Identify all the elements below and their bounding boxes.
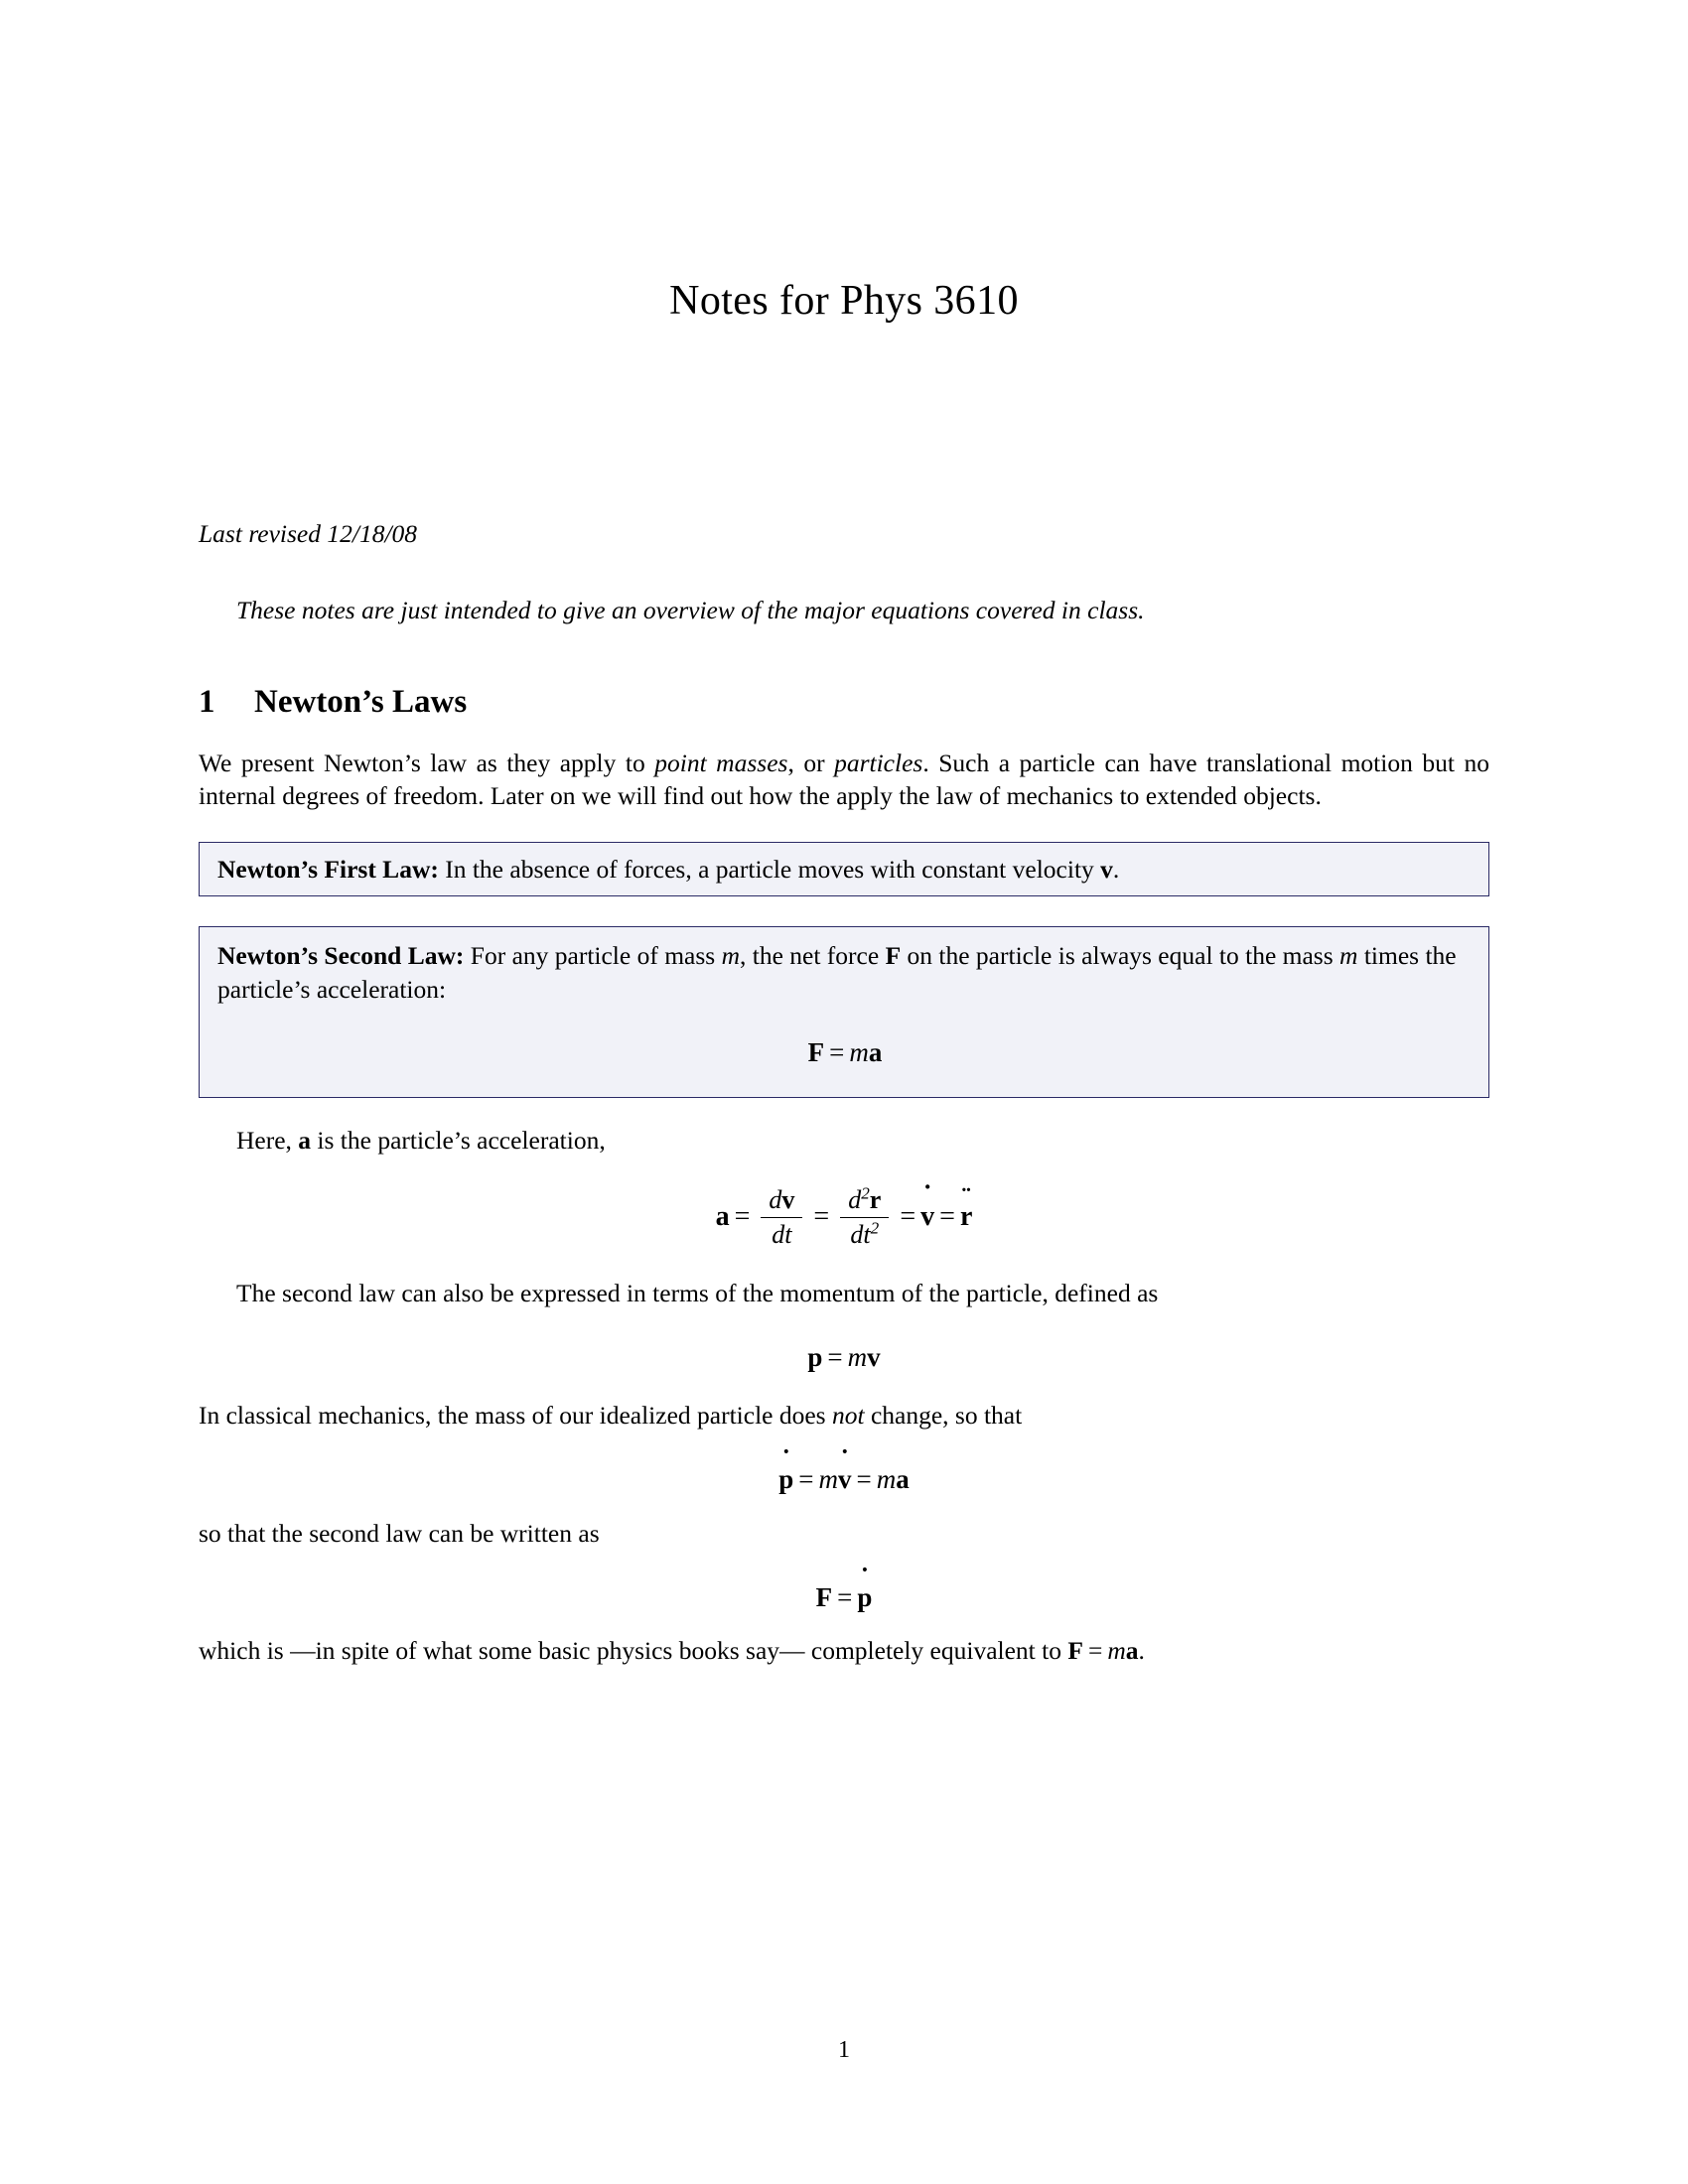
eq-accel-d-1: d — [769, 1185, 782, 1215]
eq-accel-r-1: r — [869, 1185, 882, 1215]
eq-force-p-dot: p ˙ — [857, 1583, 872, 1613]
second-law-text-2: , the net force — [740, 941, 886, 971]
paragraph-classical-mechanics — [199, 1399, 1489, 1432]
section-number: 1 — [199, 684, 215, 721]
eq-accel-exp-2: 2 — [870, 1218, 880, 1238]
page-content — [199, 0, 1489, 1668]
inline-symbol-a: a — [298, 1126, 312, 1156]
equation-acceleration — [199, 1183, 1489, 1251]
paragraph-equivalent — [199, 1634, 1489, 1667]
fraction-numerator — [761, 1185, 802, 1218]
eq-force-equals: = — [837, 1581, 853, 1612]
eq-momentum-equals: = — [827, 1342, 843, 1373]
equation-pdot — [199, 1465, 1489, 1495]
eq-accel-equals-3: = — [900, 1201, 916, 1233]
eq-momentum-p: p — [807, 1342, 823, 1373]
text-fragment: We present Newton’s law as they apply to — [199, 749, 655, 778]
text-fragment: which is —in spite of what some basic physics books say— completely equivalent to — [199, 1636, 1068, 1666]
second-law-text-3: on the particle is always equal to the mass — [901, 941, 1340, 971]
intro-note: These notes are just intended to give an overview of the major equations covered in class. — [236, 596, 1145, 625]
section-title: Newton’s Laws — [254, 684, 468, 721]
inline-symbol-m: m — [1107, 1636, 1126, 1666]
eq-accel-t-2: t — [863, 1220, 871, 1250]
paragraph-here-a — [199, 1124, 1489, 1157]
eq-accel-d-2: d — [772, 1220, 785, 1250]
text-fragment: , or — [787, 749, 835, 778]
eq-pdot-v-dot: v ˙ — [838, 1465, 852, 1495]
section-heading — [199, 684, 1489, 721]
paragraph-newton-intro — [199, 747, 1489, 812]
eq-accel-equals-2: = — [813, 1201, 830, 1233]
page-number-footer: 1 — [838, 2037, 850, 2063]
second-law-force-symbol: F — [885, 941, 902, 971]
page-title: Notes for Phys 3610 — [669, 278, 1019, 324]
newtons-first-law-box — [199, 842, 1489, 896]
second-law-mass-symbol: m — [721, 941, 740, 971]
fraction-denominator — [840, 1218, 889, 1250]
text-fragment: change, so that — [864, 1400, 1023, 1430]
inline-equals: = — [1087, 1636, 1103, 1666]
first-law-label: Newton’s First Law: — [217, 855, 439, 885]
equation-operator: = — [829, 1037, 845, 1068]
eq-accel-v-1: v — [781, 1185, 795, 1215]
eq-accel-t-1: t — [784, 1220, 792, 1250]
eq-accel-v-dot: v ˙ — [920, 1202, 934, 1233]
text-fragment: . Such a particle can have translational motion but no internal degrees of freedom. Later on we will find out how the apply the law of mechanics to extended objects. — [199, 749, 1489, 811]
eq-pdot-equals-1: = — [798, 1463, 814, 1494]
second-law-equation — [217, 1035, 1473, 1071]
eq-force-F: F — [815, 1581, 833, 1612]
last-revised-line: Last revised 12/18/08 — [199, 519, 418, 549]
eq-accel-exp-1: 2 — [861, 1183, 870, 1203]
eq-pdot-p: p ˙ — [778, 1465, 793, 1495]
second-law-label: Newton’s Second Law: — [217, 941, 465, 971]
second-law-mass-symbol-2: m — [1339, 941, 1358, 971]
first-law-period: . — [1112, 855, 1120, 885]
eq-accel-d-3: d — [848, 1185, 862, 1215]
first-law-velocity-symbol: v — [1100, 855, 1113, 885]
fraction-denominator — [761, 1218, 802, 1250]
text-fragment: . — [1138, 1636, 1145, 1666]
eq-momentum-m: m — [847, 1342, 868, 1373]
paragraph-written-as: so that the second law can be written as — [199, 1518, 600, 1548]
emphasis-not: not — [831, 1400, 865, 1430]
inline-symbol-a: a — [1125, 1636, 1139, 1666]
eq-accel-d-4: d — [850, 1220, 864, 1250]
fraction-numerator — [840, 1185, 889, 1218]
inline-symbol-F: F — [1067, 1636, 1083, 1666]
text-fragment: is the particle’s acceleration, — [311, 1126, 606, 1156]
eq-pdot-equals-2: = — [856, 1463, 872, 1494]
eq-accel-a: a — [715, 1201, 730, 1233]
eq-accel-equals-4: = — [939, 1201, 955, 1233]
fraction-d2r-dt2 — [840, 1185, 889, 1250]
eq-pdot-m-2: m — [876, 1463, 897, 1494]
text-fragment: Here, — [236, 1126, 299, 1156]
text-fragment: In classical mechanics, the mass of our idealized particle does — [199, 1400, 832, 1430]
paragraph-momentum-intro: The second law can also be expressed in terms of the momentum of the particle, defined as — [236, 1279, 1159, 1307]
second-law-text-4: times the particle’s acceleration: — [217, 941, 1457, 1004]
eq-accel-equals-1: = — [734, 1201, 751, 1233]
eq-accel-r-ddot: r ¨ — [960, 1202, 972, 1233]
emphasis-point-masses: point masses — [654, 749, 788, 778]
equation-term-m: m — [849, 1037, 869, 1068]
eq-pdot-m-1: m — [818, 1463, 839, 1494]
equation-force-pdot — [199, 1583, 1489, 1613]
eq-pdot-a: a — [896, 1463, 910, 1494]
first-law-text: In the absence of forces, a particle moves with constant velocity — [438, 855, 1101, 885]
newtons-second-law-box — [199, 926, 1489, 1098]
second-law-text-1: For any particle of mass — [464, 941, 722, 971]
eq-momentum-v: v — [867, 1342, 881, 1373]
equation-term-a: a — [868, 1037, 883, 1068]
equation-momentum — [199, 1343, 1489, 1373]
emphasis-particles: particles — [834, 749, 923, 778]
fraction-dv-dt — [761, 1185, 802, 1250]
equation-term-F: F — [807, 1037, 825, 1068]
